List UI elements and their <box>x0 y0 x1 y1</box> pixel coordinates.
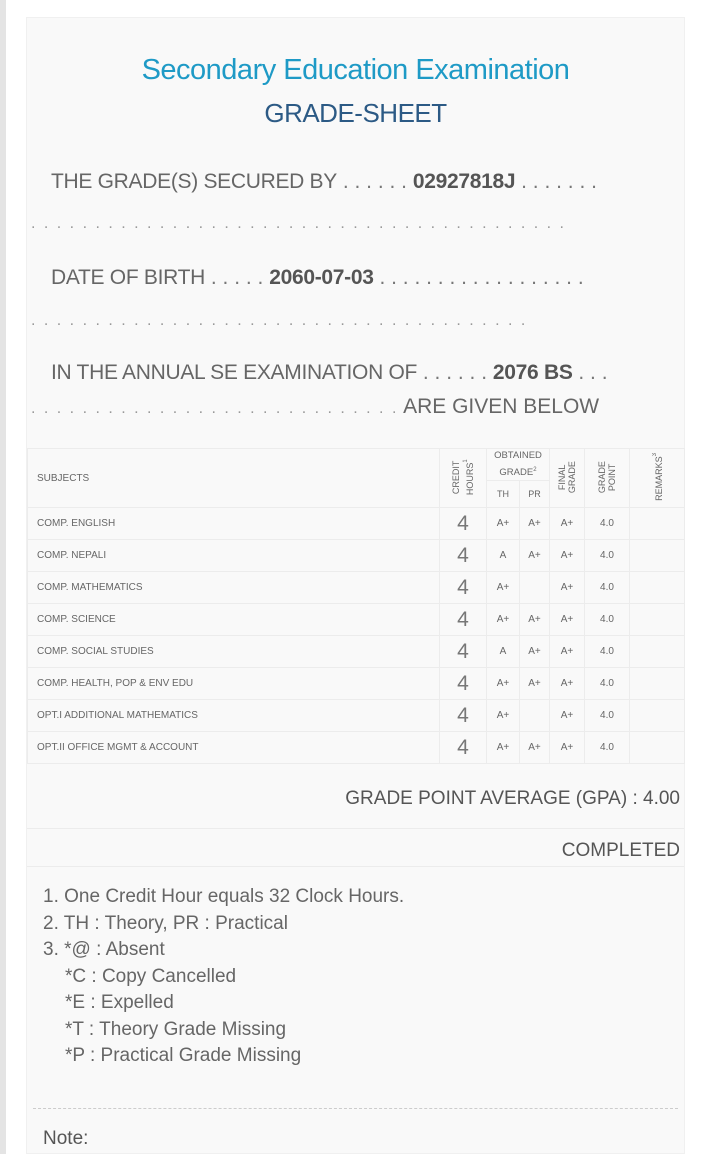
divider <box>27 828 684 829</box>
table-row <box>28 540 685 572</box>
footnotes <box>43 884 404 1070</box>
grade-point-cell: 4.0 <box>585 636 630 668</box>
dob-label: DATE OF BIRTH <box>51 266 206 289</box>
final-grade-cell: A+ <box>550 508 585 540</box>
pr-grade-cell: A+ <box>520 732 550 764</box>
pr-grade-cell: A+ <box>520 508 550 540</box>
grade-sheet-subtitle: GRADE-SHEET <box>264 98 447 128</box>
table-row <box>28 732 685 764</box>
remarks-cell <box>630 572 685 604</box>
dotted-line: . . . . . . . . . . . . . . . . . . . . . . . . . . . . . . . . . . . . . . . . . . <box>31 215 566 232</box>
footnote: 3. *@ : Absent <box>43 939 165 960</box>
credit-cell: 4 <box>440 508 487 540</box>
subject-cell: COMP. SCIENCE <box>28 604 440 636</box>
header-pr: PR <box>520 481 550 508</box>
divider <box>27 866 684 867</box>
table-row <box>28 700 685 732</box>
footnote: *C : Copy Cancelled <box>65 965 237 987</box>
dob-line: DATE OF BIRTH . . . . . 2060-07-03 . . . . . . . . . . . . . . . . . . <box>51 266 584 289</box>
footnote: *E : Expelled <box>65 992 174 1013</box>
dob-value: 2060-07-03 <box>269 266 374 289</box>
footnote: *P : Practical Grade Missing <box>65 1045 302 1066</box>
footnote: 2. TH : Theory, PR : Practical <box>43 912 288 934</box>
remarks-cell <box>630 604 685 636</box>
credit-cell: 4 <box>440 700 487 732</box>
credit-cell: 4 <box>440 636 487 668</box>
pr-grade-cell: A+ <box>520 604 550 636</box>
dotted-line: . . . . . . . . . . . . . . . . . . . . . . . . . . . . . . . . . . . . . . . <box>31 312 528 329</box>
th-grade-cell: A+ <box>487 572 520 604</box>
header-remarks: REMARKS$^3$ <box>630 449 685 508</box>
credit-cell: 4 <box>440 668 487 700</box>
grade-point-cell: 4.0 <box>585 604 630 636</box>
table-row <box>28 508 685 540</box>
remarks-cell <box>630 700 685 732</box>
remarks-cell <box>630 636 685 668</box>
exam-title: Secondary Education Examination <box>141 54 570 86</box>
th-grade-cell: A+ <box>487 732 520 764</box>
exam-suffix: ARE GIVEN BELOW <box>403 395 600 418</box>
table-row <box>28 636 685 668</box>
credit-cell: 4 <box>440 732 487 764</box>
final-grade-cell: A+ <box>550 572 585 604</box>
header-th: TH <box>487 481 520 508</box>
pr-grade-cell: A+ <box>520 636 550 668</box>
th-grade-cell: A <box>487 540 520 572</box>
pr-grade-cell: A+ <box>520 540 550 572</box>
th-grade-cell: A+ <box>487 604 520 636</box>
exam-line: IN THE ANNUAL SE EXAMINATION OF . . . . . . 2076 BS . . . <box>51 361 608 384</box>
th-grade-cell: A <box>487 636 520 668</box>
grade-point-cell: 4.0 <box>585 668 630 700</box>
footnote: *T : Theory Grade Missing <box>65 1018 287 1040</box>
final-grade-cell: A+ <box>550 732 585 764</box>
exam-line-2: . . . . . . . . . . . . . . . . . . . . . . . . . . . . . ARE GIVEN BELOW <box>31 395 600 418</box>
remarks-cell <box>630 668 685 700</box>
table-row <box>28 668 685 700</box>
dashed-divider <box>33 1108 678 1109</box>
grade-point-cell: 4.0 <box>585 700 630 732</box>
th-grade-cell: A+ <box>487 508 520 540</box>
footnote: 1. One Credit Hour equals 32 Clock Hours. <box>43 886 405 907</box>
header-obtained-grade: OBTAINED GRADE$^2$ <box>487 449 550 481</box>
header-grade-point: GRADE POINT <box>585 449 630 508</box>
gpa: GRADE POINT AVERAGE (GPA) : 4.00 <box>345 788 680 809</box>
secured-by-line: THE GRADE(S) SECURED BY . . . . . . 02927818J . . . . . . . <box>51 170 597 193</box>
secured-by-label: THE GRADE(S) SECURED BY <box>51 170 337 193</box>
header-final-grade: FINAL GRADE <box>550 449 585 508</box>
subject-cell: COMP. NEPALI <box>28 540 440 572</box>
final-grade-cell: A+ <box>550 604 585 636</box>
grades-table <box>27 448 685 764</box>
symbol-number: 02927818J <box>412 170 516 193</box>
credit-cell: 4 <box>440 540 487 572</box>
left-edge <box>0 0 6 1154</box>
th-grade-cell: A+ <box>487 700 520 732</box>
final-grade-cell: A+ <box>550 700 585 732</box>
note-label: Note: <box>43 1128 89 1149</box>
grade-point-cell: 4.0 <box>585 508 630 540</box>
final-grade-cell: A+ <box>550 668 585 700</box>
grade-point-cell: 4.0 <box>585 540 630 572</box>
final-grade-cell: A+ <box>550 636 585 668</box>
grade-point-cell: 4.0 <box>585 732 630 764</box>
subject-cell: COMP. ENGLISH <box>28 508 440 540</box>
remarks-cell <box>630 732 685 764</box>
pr-grade-cell <box>520 700 550 732</box>
remarks-cell <box>630 540 685 572</box>
header-subjects: SUBJECTS <box>28 449 440 508</box>
credit-cell: 4 <box>440 604 487 636</box>
subject-cell: COMP. HEALTH, POP & ENV EDU <box>28 668 440 700</box>
remarks-cell <box>630 508 685 540</box>
pr-grade-cell <box>520 572 550 604</box>
grade-point-cell: 4.0 <box>585 572 630 604</box>
pr-grade-cell: A+ <box>520 668 550 700</box>
header-credit-hours: CREDIT HOURS$^1$ <box>440 449 487 508</box>
subject-cell: OPT.I ADDITIONAL MATHEMATICS <box>28 700 440 732</box>
subject-cell: COMP. MATHEMATICS <box>28 572 440 604</box>
subject-cell: COMP. SOCIAL STUDIES <box>28 636 440 668</box>
th-grade-cell: A+ <box>487 668 520 700</box>
subject-cell: OPT.II OFFICE MGMT & ACCOUNT <box>28 732 440 764</box>
final-grade-cell: A+ <box>550 540 585 572</box>
grade-sheet-card <box>26 17 685 1154</box>
credit-cell: 4 <box>440 572 487 604</box>
exam-year: 2076 BS <box>492 361 573 384</box>
exam-label: IN THE ANNUAL SE EXAMINATION OF <box>51 361 418 384</box>
table-row <box>28 604 685 636</box>
status: COMPLETED <box>561 840 680 861</box>
table-row <box>28 572 685 604</box>
